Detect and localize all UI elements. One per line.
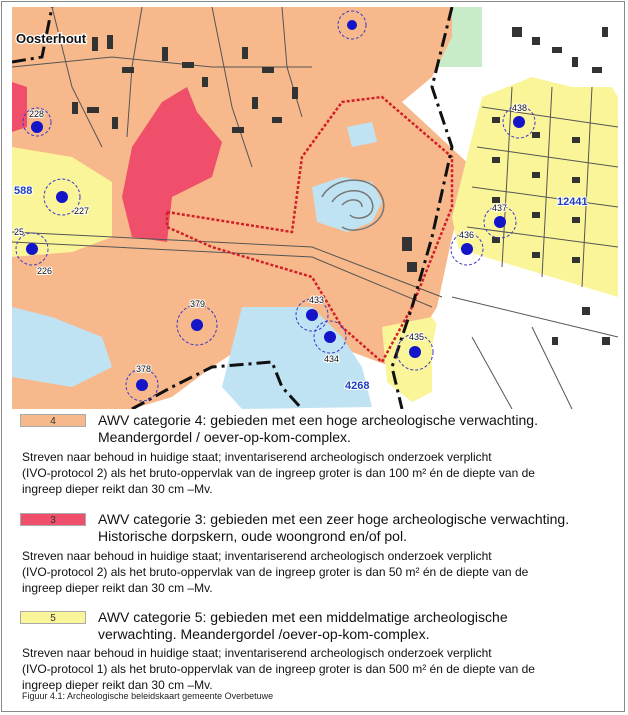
- legend-desc-category-5-line2: (IVO-protocol 1) als het bruto-oppervlak van de ingreep groter is dan 500 m² én de diepte van de: [22, 662, 535, 676]
- site-label: 228: [29, 109, 45, 119]
- legend-desc-category-3-line3: ingreep dieper reikt dan 30 cm –Mv.: [22, 581, 213, 595]
- site-label: 12441: [557, 196, 588, 208]
- site-label: 25: [14, 227, 25, 237]
- legend-title-category-5-line2: verwachting. Meandergordel /oever-op-kom-complex.: [98, 626, 430, 642]
- legend-desc-category-5-line1: Streven naar behoud in huidige staat; inventariserend archeologisch onderzoek verplicht: [22, 646, 492, 660]
- legend-title-category-4: AWV categorie 4: gebieden met een hoge archeologische verwachting.: [98, 412, 538, 428]
- legend-swatch-category-5: 5: [20, 611, 86, 624]
- site-label: 378: [136, 364, 152, 374]
- figure-frame: [1, 1, 625, 712]
- legend-desc-category-4-line1: Streven naar behoud in huidige staat; inventariserend archeologisch onderzoek verplicht: [22, 450, 492, 464]
- archaeology-map: [12, 7, 618, 409]
- legend-desc-category-4-line2: (IVO-protocol 2) als het bruto-oppervlak van de ingreep groter is dan 100 m² én de diepte van de: [22, 466, 535, 480]
- site-label: 434: [324, 354, 340, 364]
- site-label: 227: [74, 206, 90, 216]
- site-label: 588: [14, 185, 33, 197]
- figure-caption: Figuur 4.1: Archeologische beleidskaart gemeente Overbetuwe: [22, 691, 274, 701]
- site-label: 438: [512, 103, 528, 113]
- legend-desc-category-3-line1: Streven naar behoud in huidige staat; inventariserend archeologisch onderzoek verplicht: [22, 549, 492, 563]
- site-label: 379: [190, 299, 206, 309]
- site-label: 435: [409, 332, 425, 342]
- legend-title-category-3-line2: Historische dorpskern, oude woongrond en/of pol.: [98, 528, 407, 544]
- legend-title-category-5: AWV categorie 5: gebieden met een middelmatige archeologische: [98, 609, 508, 625]
- legend-desc-category-5-line3: ingreep dieper reikt dan 30 cm –Mv.: [22, 678, 213, 692]
- site-label: 437: [492, 203, 508, 213]
- legend-title-category-4-line2: Meandergordel / oever-op-kom-complex.: [98, 429, 351, 445]
- legend-desc-category-3-line2: (IVO-protocol 2) als het bruto-oppervlak van de ingreep groter is dan 50 m² én de diepte van de: [22, 565, 529, 579]
- category-3-zone: [12, 82, 27, 132]
- site-label: 436: [459, 230, 475, 240]
- legend-title-category-3: AWV categorie 3: gebieden met een zeer hoge archeologische verwachting.: [98, 511, 570, 527]
- site-label: 433: [309, 295, 325, 305]
- legend-swatch-category-4: 4: [20, 414, 86, 427]
- site-label: 4268: [345, 380, 370, 392]
- site-label: 226: [37, 266, 53, 276]
- legend-swatch-category-3: 3: [20, 513, 86, 526]
- legend-desc-category-4-line3: ingreep dieper reikt dan 30 cm –Mv.: [22, 482, 213, 496]
- place-name-label: Oosterhout: [16, 31, 87, 46]
